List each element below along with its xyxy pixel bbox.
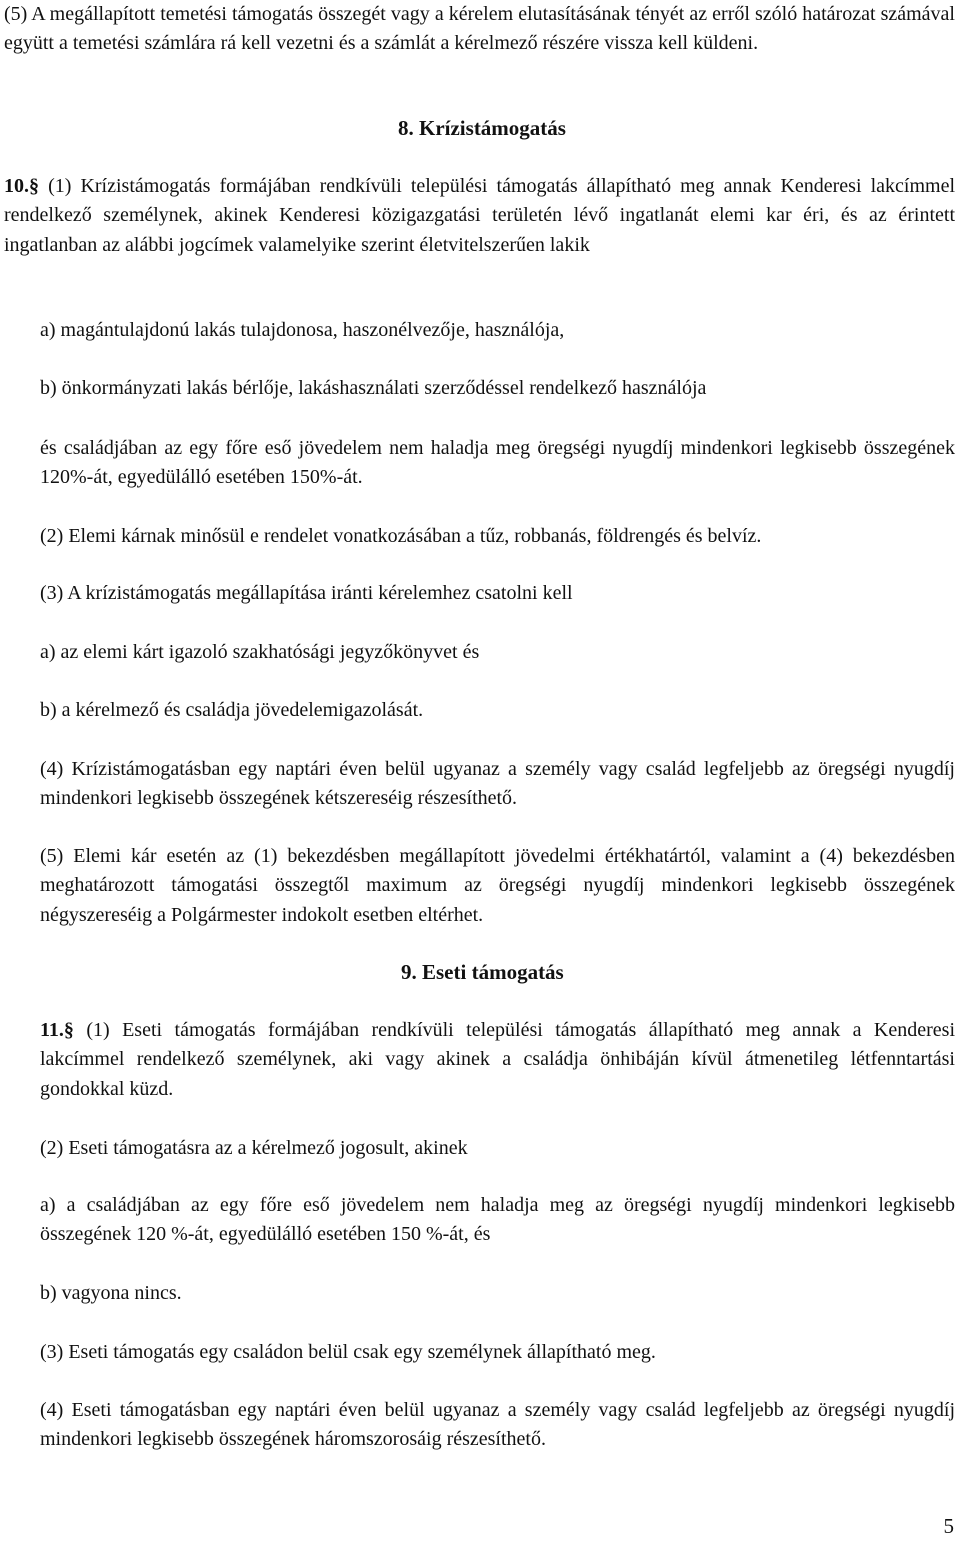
paragraph-10-1-tail: és családjában az egy főre eső jövedelem nem haladja meg öregségi nyugdíj mindenkori legkisebb összegének 120%-át, egyedülálló esetében 150%-át. [40, 437, 955, 489]
section-heading-9: 9. Eseti támogatás [401, 960, 564, 984]
list-item-11-2-b: b) vagyona nincs. [40, 1282, 182, 1304]
paragraph-11-4: (4) Eseti támogatásban egy naptári éven belül ugyanaz a személy vagy család legfeljebb az öregségi nyugdíj mindenkori legkisebb összegének háromszorosáig részesíthető. [40, 1399, 955, 1451]
section-sign: § [63, 1019, 74, 1041]
page-number: 5 [943, 1514, 954, 1538]
paragraph-11-2: (2) Eseti támogatásra az a kérelmező jogosult, akinek [40, 1137, 468, 1159]
paragraph-10-1-text: (1) Krízistámogatás formájában rendkívüli települési támogatás állapítható meg annak Kenderesi lakcímmel rendelkező személynek, akinek Kenderesi közigazgatási területén lévő ingatlanát elemi kar éri, és az érintett ingatlanban az alábbi jogcímek valamelyike szerint életvitelszerűen lakik [4, 175, 955, 256]
list-item-10-1-a: a) magántulajdonú lakás tulajdonosa, haszonélvezője, használója, [40, 319, 565, 341]
paragraph-10-3: (3) A krízistámogatás megállapítása iránti kérelemhez csatolni kell [40, 582, 573, 604]
section-heading-8: 8. Krízistámogatás [398, 116, 566, 140]
paragraph-10-4: (4) Krízistámogatásban egy naptári éven belül ugyanaz a személy vagy család legfeljebb az öregségi nyugdíj mindenkori legkisebb összegének kétszereséig részesíthető. [40, 758, 955, 810]
paragraph-10-5: (5) Elemi kár esetén az (1) bekezdésben megállapított jövedelmi értékhatártól, valamint a (4) bekezdésben meghatározott támogatási összegtől maximum az öregségi nyugdíj mindenkori legkisebb összegének négyszereséig a Polgármester indokolt esetben eltérhet. [40, 845, 955, 926]
paragraph-intro: (5) A megállapított temetési támogatás összegét vagy a kérelem elutasításának tényét az erről szóló határozat számával együtt a temetési számlára rá kell vezetni és a számlát a kérelmező részére vissza kell küldeni. [4, 3, 955, 55]
list-item-11-2-a: a) a családjában az egy főre eső jövedelem nem haladja meg az öregségi nyugdíj mindenkori legkisebb összegének 120 %-át, egyedülálló esetében 150 %-át, és [40, 1194, 955, 1246]
paragraph-10-2: (2) Elemi kárnak minősül e rendelet vonatkozásában a tűz, robbanás, földrengés és belvíz. [40, 525, 762, 547]
paragraph-11-3: (3) Eseti támogatás egy családon belül csak egy személynek állapítható meg. [40, 1341, 656, 1363]
list-item-10-1-b: b) önkormányzati lakás bérlője, lakáshasználati szerződéssel rendelkező használója [40, 377, 707, 399]
section-number-10: 10. [4, 175, 29, 197]
section-sign: § [29, 175, 39, 197]
list-item-10-3-a: a) az elemi kárt igazoló szakhatósági jegyzőkönyvet és [40, 641, 480, 663]
paragraph-11-1-text: (1) Eseti támogatás formájában rendkívüli települési támogatás állapítható meg annak a Kenderesi lakcímmel rendelkező személynek, aki vagy akinek a családja önhibáján kívül átmenetileg létfenntartási gondokkal küzd. [40, 1019, 955, 1100]
list-item-10-3-b: b) a kérelmező és családja jövedelemigazolását. [40, 699, 424, 721]
paragraph-10-1 [4, 172, 955, 260]
section-number-11: 11. [40, 1019, 64, 1041]
paragraph-11-1 [40, 1016, 955, 1104]
